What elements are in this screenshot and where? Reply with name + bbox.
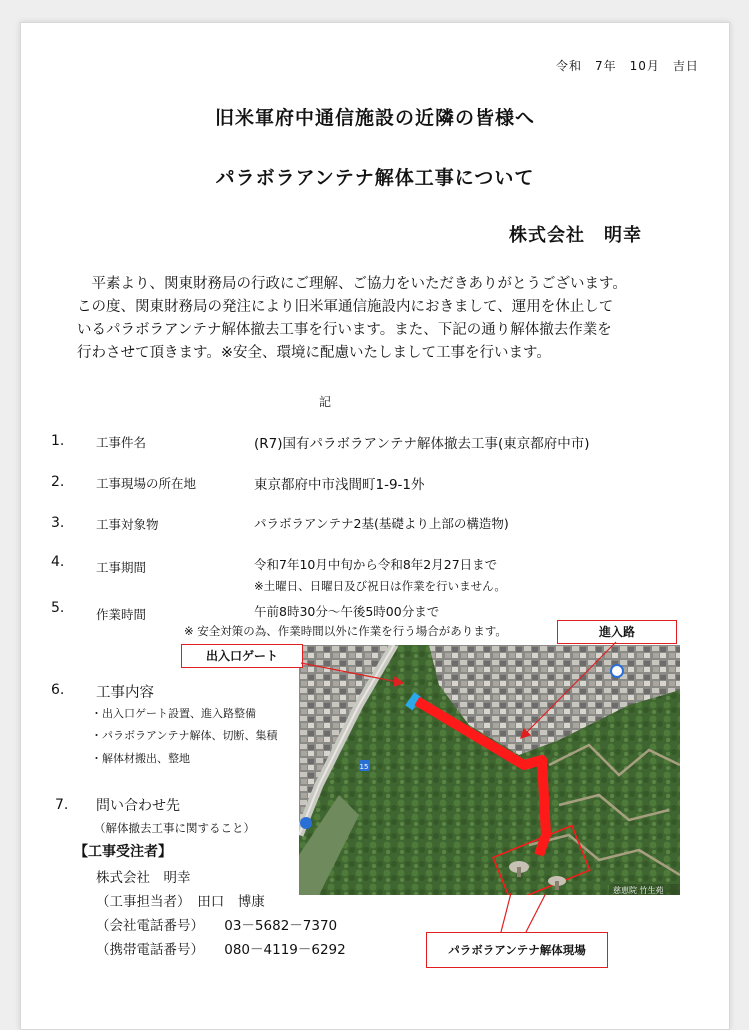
- site-callout: パラボラアンテナ解体現場: [426, 932, 608, 968]
- intro-line: 行わさせて頂きます。※安全、環境に配慮いたしまして工事を行います。: [77, 345, 551, 361]
- item-sub: ・解体材搬出、整地: [91, 752, 190, 765]
- item-label: 工事件名: [96, 435, 147, 450]
- intro-line: いるパラボラアンテナ解体撤去工事を行います。また、下記の通り解体撤去作業を: [77, 322, 612, 338]
- place-label: 慈恵院 竹生苑: [613, 886, 664, 895]
- item-number: 4.: [51, 554, 65, 570]
- leader-line: [501, 893, 511, 932]
- contact-person: （工事担当者） 田口 博康: [96, 894, 265, 910]
- contact-office-tel: （会社電話番号） 03－5682－7370: [96, 918, 338, 934]
- item-label: 工事対象物: [96, 517, 159, 532]
- document-page: [20, 22, 730, 1030]
- intro-paragraph: [77, 273, 697, 365]
- item-label: 工事期間: [96, 560, 147, 575]
- item-number: 7.: [55, 797, 69, 813]
- leader-line: [526, 893, 546, 932]
- intro-line: 平素より、関東財務局の行政にご理解、ご協力をいただきありがとうございます。: [77, 276, 627, 292]
- item-note: ※ 安全対策の為、作業時間以外に作業を行う場合があります。: [184, 624, 507, 638]
- intro-line: この度、関東財務局の発注により旧米軍通信施設内におきまして、運用を休止して: [77, 299, 614, 315]
- item-value: (R7)国有パラボラアンテナ解体撤去工事(東京都府中市): [254, 436, 590, 452]
- item-value: 午前8時30分～午後5時00分まで: [254, 604, 440, 619]
- item-label: 問い合わせ先: [96, 798, 180, 814]
- item-value: パラボラアンテナ2基(基礎より上部の構造物): [254, 516, 509, 531]
- item-number: 5.: [51, 600, 65, 616]
- item-number: 3.: [51, 515, 65, 531]
- item-number: 2.: [51, 474, 65, 490]
- recipient-title: 旧米軍府中通信施設の近隣の皆様へ: [214, 107, 535, 129]
- item-sub: ・パラボラアンテナ解体、切断、集積: [91, 729, 278, 742]
- subject-title: パラボラアンテナ解体工事について: [215, 167, 535, 189]
- item-value: 令和7年10月中旬から令和8年2月27日まで: [254, 557, 498, 572]
- map-graphic: [299, 645, 680, 895]
- item-value: 東京都府中市浅間町1-9-1外: [254, 477, 425, 493]
- map-marker-icon: [611, 665, 623, 677]
- gate-callout: 出入口ゲート: [181, 644, 303, 668]
- item-number: 1.: [51, 433, 65, 449]
- item-label: 工事内容: [96, 685, 154, 701]
- contact-mobile-tel: （携帯電話番号） 080－4119－6292: [96, 942, 346, 958]
- map-marker-icon: [300, 817, 312, 829]
- item-sub: （解体撤去工事に関すること）: [94, 821, 255, 835]
- issue-date: 令和 7年 10月 吉日: [556, 59, 699, 73]
- contact-company: 株式会社 明幸: [96, 870, 191, 886]
- ki-heading: 記: [319, 395, 332, 409]
- contact-heading: 【工事受注者】: [74, 844, 172, 860]
- route-number: 15: [359, 763, 369, 771]
- item-number: 6.: [51, 682, 65, 698]
- item-sub: ・出入口ゲート設置、進入路整備: [91, 707, 256, 720]
- item-note: ※土曜日、日曜日及び祝日は作業を行いません。: [254, 579, 506, 593]
- access-road-callout: 進入路: [557, 620, 677, 644]
- aerial-map: [299, 645, 680, 895]
- company-name: 株式会社 明幸: [509, 225, 642, 246]
- item-label: 工事現場の所在地: [96, 476, 197, 491]
- item-label: 作業時間: [96, 607, 147, 622]
